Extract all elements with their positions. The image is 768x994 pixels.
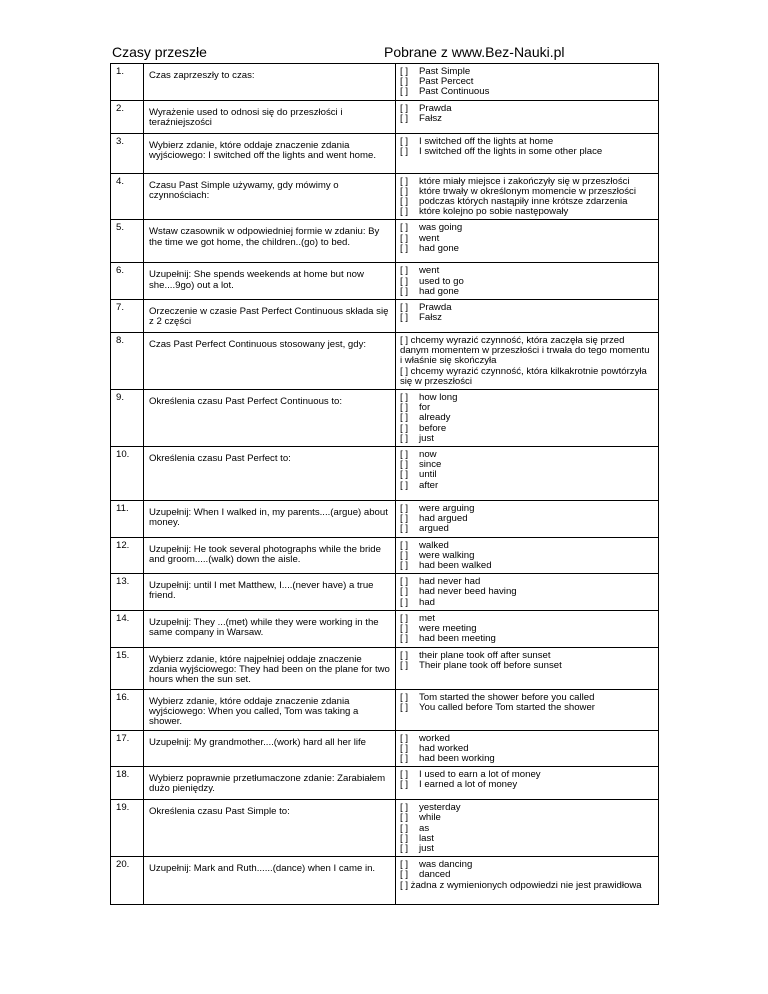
answer-option-label: które kolejno po sobie następowały xyxy=(419,206,569,218)
question-row xyxy=(111,133,659,173)
answer-option-label: how long xyxy=(419,392,458,404)
checkbox-bracket[interactable]: [ ] xyxy=(400,742,408,754)
answer-option-label: already xyxy=(419,412,451,424)
checkbox-bracket[interactable]: [ ] xyxy=(400,732,408,744)
question-text: Uzupełnij: She spends weekends at home but now she....9go) out a lot. xyxy=(144,263,396,300)
answer-option-label: until xyxy=(419,469,437,481)
question-row xyxy=(111,390,659,447)
answer-option-label: Tom started the shower before you called xyxy=(419,691,595,703)
checkbox-bracket[interactable]: [ ] xyxy=(400,185,408,197)
answer-options xyxy=(396,857,659,905)
question-text: Wybierz poprawnie przetłumaczone zdanie: Zarabiałem dużo pieniędzy. xyxy=(144,767,396,800)
question-row xyxy=(111,689,659,730)
question-row xyxy=(111,857,659,905)
question-row xyxy=(111,173,659,220)
checkbox-bracket[interactable]: [ ] xyxy=(400,769,408,781)
answer-option[interactable] xyxy=(400,587,654,597)
checkbox-bracket[interactable]: [ ] xyxy=(400,145,408,157)
answer-option[interactable] xyxy=(400,434,654,444)
answer-options xyxy=(396,447,659,501)
checkbox-bracket[interactable]: [ ] xyxy=(400,802,408,814)
checkbox-bracket[interactable]: [ ] xyxy=(400,302,408,314)
question-text: Uzupełnij: They ...(met) while they were working in the same company in Warsaw. xyxy=(144,610,396,647)
answer-option-label: had xyxy=(419,596,436,608)
checkbox-bracket[interactable]: [ ] xyxy=(400,469,408,481)
answer-option-label: was dancing xyxy=(419,859,473,871)
checkbox-bracket[interactable]: [ ] xyxy=(400,392,408,404)
checkbox-bracket[interactable]: [ ] xyxy=(400,196,408,208)
answer-options xyxy=(396,574,659,611)
answer-option-label: które trwały w określonym momencie w przeszłości xyxy=(419,185,636,197)
answer-option-label: just xyxy=(419,432,434,444)
checkbox-bracket[interactable]: [ ] xyxy=(400,242,408,254)
question-number: 20. xyxy=(111,857,144,905)
answer-option[interactable] xyxy=(400,336,654,367)
checkbox-bracket[interactable]: [ ] xyxy=(400,659,408,671)
question-row xyxy=(111,574,659,611)
checkbox-bracket[interactable]: [ ] xyxy=(400,832,408,844)
question-number: 1. xyxy=(111,64,144,101)
question-text: Określenia czasu Past Perfect to: xyxy=(144,447,396,501)
checkbox-bracket[interactable]: [ ] xyxy=(400,523,408,535)
checkbox-bracket[interactable]: [ ] xyxy=(400,576,408,588)
answer-option[interactable] xyxy=(400,147,654,157)
answer-option-label: I earned a lot of money xyxy=(419,779,518,791)
checkbox-bracket[interactable]: [ ] xyxy=(400,779,408,791)
question-text: Orzeczenie w czasie Past Perfect Continuous składa się z 2 części xyxy=(144,300,396,333)
checkbox-bracket[interactable]: [ ] xyxy=(400,135,408,147)
answer-option[interactable] xyxy=(400,634,654,644)
checkbox-bracket[interactable]: [ ] xyxy=(400,265,408,277)
answer-option[interactable] xyxy=(400,244,654,254)
answer-option-label: their plane took off after sunset xyxy=(419,649,551,661)
question-row xyxy=(111,100,659,133)
answer-option-label: just xyxy=(419,842,434,854)
checkbox-bracket[interactable]: [ ] xyxy=(400,879,411,891)
answer-option-label: had argued xyxy=(419,513,468,525)
quiz-table xyxy=(110,63,659,905)
checkbox-bracket[interactable]: [ ] xyxy=(400,275,408,287)
answer-option-label: Past Percect xyxy=(419,76,474,88)
checkbox-bracket[interactable]: [ ] xyxy=(400,222,408,234)
checkbox-bracket[interactable]: [ ] xyxy=(400,449,408,461)
checkbox-bracket[interactable]: [ ] xyxy=(400,649,408,661)
answer-options xyxy=(396,263,659,300)
question-number: 11. xyxy=(111,501,144,538)
answer-options xyxy=(396,100,659,133)
answer-option-label: Past Simple xyxy=(419,66,471,77)
answer-options xyxy=(396,173,659,220)
question-number: 5. xyxy=(111,220,144,263)
answer-option-label: had never beed having xyxy=(419,586,517,598)
question-row xyxy=(111,220,659,263)
question-row xyxy=(111,647,659,689)
answer-option-label: went xyxy=(419,265,440,277)
checkbox-bracket[interactable]: [ ] xyxy=(400,549,408,561)
answer-option-label: as xyxy=(419,822,430,834)
question-number: 16. xyxy=(111,689,144,730)
answer-option[interactable] xyxy=(400,207,654,217)
answer-option-label: chcemy wyrazić czynność, która zaczęła się przed danym momentem w przeszłości i trwała do tego momentu i właśnie się skończyła xyxy=(400,335,650,367)
checkbox-bracket[interactable]: [ ] xyxy=(400,701,408,713)
answer-option[interactable] xyxy=(400,754,654,764)
checkbox-bracket[interactable]: [ ] xyxy=(400,206,408,218)
checkbox-bracket[interactable]: [ ] xyxy=(400,412,408,424)
source-label: Pobrane z www.Bez-Nauki.pl xyxy=(384,44,565,60)
question-row xyxy=(111,333,659,390)
checkbox-bracket[interactable]: [ ] xyxy=(400,102,408,114)
question-row xyxy=(111,263,659,300)
question-text: Określenia czasu Past Perfect Continuous to: xyxy=(144,390,396,447)
answer-option[interactable] xyxy=(400,881,654,891)
answer-option[interactable] xyxy=(400,524,654,534)
answer-option-label: yesterday xyxy=(419,802,461,814)
answer-option[interactable] xyxy=(400,470,654,480)
checkbox-bracket[interactable]: [ ] xyxy=(400,691,408,703)
checkbox-bracket[interactable]: [ ] xyxy=(400,842,408,854)
question-row xyxy=(111,300,659,333)
question-number: 7. xyxy=(111,300,144,333)
question-text: Uzupełnij: When I walked in, my parents....(argue) about money. xyxy=(144,501,396,538)
answer-option-label: before xyxy=(419,422,447,434)
checkbox-bracket[interactable]: [ ] xyxy=(400,560,408,572)
question-number: 17. xyxy=(111,730,144,767)
answer-option-label: Fałsz xyxy=(419,112,442,124)
answer-option-label: You called before Tom started the shower xyxy=(419,701,595,713)
answer-options xyxy=(396,767,659,800)
answer-options xyxy=(396,501,659,538)
checkbox-bracket[interactable]: [ ] xyxy=(400,402,408,414)
answer-option-label: które miały miejsce i zakończyły się w przeszłości xyxy=(419,175,630,187)
answer-option-label: had never had xyxy=(419,576,481,588)
answer-options xyxy=(396,610,659,647)
answer-option-label: last xyxy=(419,832,434,844)
question-number: 4. xyxy=(111,173,144,220)
checkbox-bracket[interactable]: [ ] xyxy=(400,633,408,645)
question-number: 18. xyxy=(111,767,144,800)
checkbox-bracket[interactable]: [ ] xyxy=(400,596,408,608)
answer-option[interactable] xyxy=(400,287,654,297)
answer-option-label: I switched off the lights at home xyxy=(419,135,554,147)
question-row xyxy=(111,800,659,857)
answer-option-label: while xyxy=(419,812,441,824)
answer-option-label: was going xyxy=(419,222,463,234)
checkbox-bracket[interactable]: [ ] xyxy=(400,586,408,598)
answer-options xyxy=(396,220,659,263)
question-text: Uzupełnij: He took several photographs while the bride and groom.....(walk) down the aisle. xyxy=(144,537,396,574)
answer-option[interactable] xyxy=(400,481,654,491)
answer-options xyxy=(396,647,659,689)
checkbox-bracket[interactable]: [ ] xyxy=(400,479,408,491)
question-row xyxy=(111,767,659,800)
question-text: Określenia czasu Past Simple to: xyxy=(144,800,396,857)
checkbox-bracket[interactable]: [ ] xyxy=(400,175,408,187)
answer-option[interactable] xyxy=(400,367,654,387)
answer-options xyxy=(396,300,659,333)
answer-option-label: had been walked xyxy=(419,560,492,572)
checkbox-bracket[interactable]: [ ] xyxy=(400,503,408,515)
question-text: Wybierz zdanie, które oddaje znaczenie zdania wyjściowego: When you called, Tom was taking a shower. xyxy=(144,689,396,730)
answer-option-label: Prawda xyxy=(419,102,452,114)
checkbox-bracket[interactable]: [ ] xyxy=(400,459,408,471)
answer-options xyxy=(396,333,659,390)
question-number: 14. xyxy=(111,610,144,647)
answer-option-label: worked xyxy=(419,732,450,744)
answer-options xyxy=(396,390,659,447)
answer-option-label: now xyxy=(419,449,437,461)
question-number: 10. xyxy=(111,447,144,501)
checkbox-bracket[interactable]: [ ] xyxy=(400,112,408,124)
question-number: 15. xyxy=(111,647,144,689)
answer-option-label: were arguing xyxy=(419,503,475,515)
answer-option[interactable] xyxy=(400,114,654,124)
checkbox-bracket[interactable]: [ ] xyxy=(400,86,408,98)
answer-options xyxy=(396,64,659,101)
answer-option-label: Their plane took off before sunset xyxy=(419,659,562,671)
checkbox-bracket[interactable]: [ ] xyxy=(400,76,408,88)
answer-option-label: after xyxy=(419,479,439,491)
answer-option[interactable] xyxy=(400,393,654,403)
answer-option-label: Fałsz xyxy=(419,312,442,324)
answer-option-label: for xyxy=(419,402,431,414)
checkbox-bracket[interactable]: [ ] xyxy=(400,612,408,624)
answer-option-label: I switched off the lights in some other place xyxy=(419,145,603,157)
checkbox-bracket[interactable]: [ ] xyxy=(400,422,408,434)
checkbox-bracket[interactable]: [ ] xyxy=(400,312,408,324)
answer-option[interactable] xyxy=(400,561,654,571)
checkbox-bracket[interactable]: [ ] xyxy=(400,623,408,635)
answer-option-label: żadna z wymienionych odpowiedzi nie jest prawidłowa xyxy=(410,879,642,891)
answer-option-label: danced xyxy=(419,869,451,881)
answer-option[interactable] xyxy=(400,824,654,834)
checkbox-bracket[interactable]: [ ] xyxy=(400,513,408,525)
answer-option-label: argued xyxy=(419,523,449,535)
answer-option-label: met xyxy=(419,612,435,624)
question-text: Czas zaprzeszły to czas: xyxy=(144,64,396,101)
question-text: Czas Past Perfect Continuous stosowany jest, gdy: xyxy=(144,333,396,390)
checkbox-bracket[interactable]: [ ] xyxy=(400,752,408,764)
answer-option-label: chcemy wyrazić czynność, która kilkakrotnie powtórzyła się w przeszłości xyxy=(400,365,647,387)
checkbox-bracket[interactable]: [ ] xyxy=(400,66,408,77)
answer-option[interactable] xyxy=(400,424,654,434)
question-text: Wybierz zdanie, które najpełniej oddaje znaczenie zdania wyjściowego: They had been on the plane for two hours when the sun set. xyxy=(144,647,396,689)
answer-option-label: had gone xyxy=(419,242,460,254)
checkbox-bracket[interactable]: [ ] xyxy=(400,539,408,551)
question-row xyxy=(111,447,659,501)
answer-option-label: had gone xyxy=(419,285,460,297)
question-text: Uzupełnij: until I met Matthew, I....(never have) a true friend. xyxy=(144,574,396,611)
answer-option-label: Prawda xyxy=(419,302,452,314)
question-row xyxy=(111,610,659,647)
question-number: 2. xyxy=(111,100,144,133)
checkbox-bracket[interactable]: [ ] xyxy=(400,365,411,377)
question-text: Uzupełnij: My grandmother....(work) hard all her life xyxy=(144,730,396,767)
answer-option-label: I used to earn a lot of money xyxy=(419,769,541,781)
answer-option-label: were walking xyxy=(419,549,475,561)
answer-option-label: used to go xyxy=(419,275,464,287)
question-text: Wstaw czasownik w odpowiedniej formie w zdaniu: By the time we got home, the children..(go) to bed. xyxy=(144,220,396,263)
answer-option[interactable] xyxy=(400,834,654,844)
checkbox-bracket[interactable]: [ ] xyxy=(400,812,408,824)
page-title: Czasy przeszłe xyxy=(112,44,207,60)
checkbox-bracket[interactable]: [ ] xyxy=(400,859,408,871)
answer-option[interactable] xyxy=(400,87,654,97)
answer-option-label: walked xyxy=(419,539,449,551)
answer-options xyxy=(396,800,659,857)
answer-option-label: had been working xyxy=(419,752,495,764)
answer-options xyxy=(396,537,659,574)
quiz-body xyxy=(111,64,659,905)
question-row xyxy=(111,730,659,767)
answer-option-label: were meeting xyxy=(419,623,477,635)
answer-options xyxy=(396,133,659,173)
answer-option-label: since xyxy=(419,459,442,471)
answer-option[interactable] xyxy=(400,703,654,713)
answer-option[interactable] xyxy=(400,460,654,470)
question-row xyxy=(111,501,659,538)
question-text: Wybierz zdanie, które oddaje znaczenie zdania wyjściowego: I switched off the lights and went home. xyxy=(144,133,396,173)
answer-option[interactable] xyxy=(400,813,654,823)
checkbox-bracket[interactable]: [ ] xyxy=(400,822,408,834)
question-text: Wyrażenie used to odnosi się do przeszłości i teraźniejszości xyxy=(144,100,396,133)
question-text: Uzupełnij: Mark and Ruth......(dance) when I came in. xyxy=(144,857,396,905)
question-number: 9. xyxy=(111,390,144,447)
question-number: 13. xyxy=(111,574,144,611)
question-number: 12. xyxy=(111,537,144,574)
answer-options xyxy=(396,689,659,730)
question-number: 6. xyxy=(111,263,144,300)
answer-option-label: podczas których nastąpiły inne krótsze zdarzenia xyxy=(419,196,628,208)
answer-option-label: had been meeting xyxy=(419,633,496,645)
answer-option[interactable] xyxy=(400,844,654,854)
checkbox-bracket[interactable]: [ ] xyxy=(400,869,408,881)
answer-option[interactable] xyxy=(400,661,654,671)
checkbox-bracket[interactable]: [ ] xyxy=(400,285,408,297)
checkbox-bracket[interactable]: [ ] xyxy=(400,432,408,444)
answer-options xyxy=(396,730,659,767)
answer-option-label: went xyxy=(419,232,440,244)
answer-option[interactable] xyxy=(400,780,654,790)
question-row xyxy=(111,537,659,574)
answer-option-label: had worked xyxy=(419,742,469,754)
checkbox-bracket[interactable]: [ ] xyxy=(400,335,411,347)
question-number: 19. xyxy=(111,800,144,857)
question-row xyxy=(111,64,659,101)
question-number: 8. xyxy=(111,333,144,390)
question-number: 3. xyxy=(111,133,144,173)
answer-option-label: Past Continuous xyxy=(419,86,490,98)
question-text: Czasu Past Simple używamy, gdy mówimy o czynnościach: xyxy=(144,173,396,220)
checkbox-bracket[interactable]: [ ] xyxy=(400,232,408,244)
answer-option[interactable] xyxy=(400,598,654,608)
answer-option[interactable] xyxy=(400,313,654,323)
